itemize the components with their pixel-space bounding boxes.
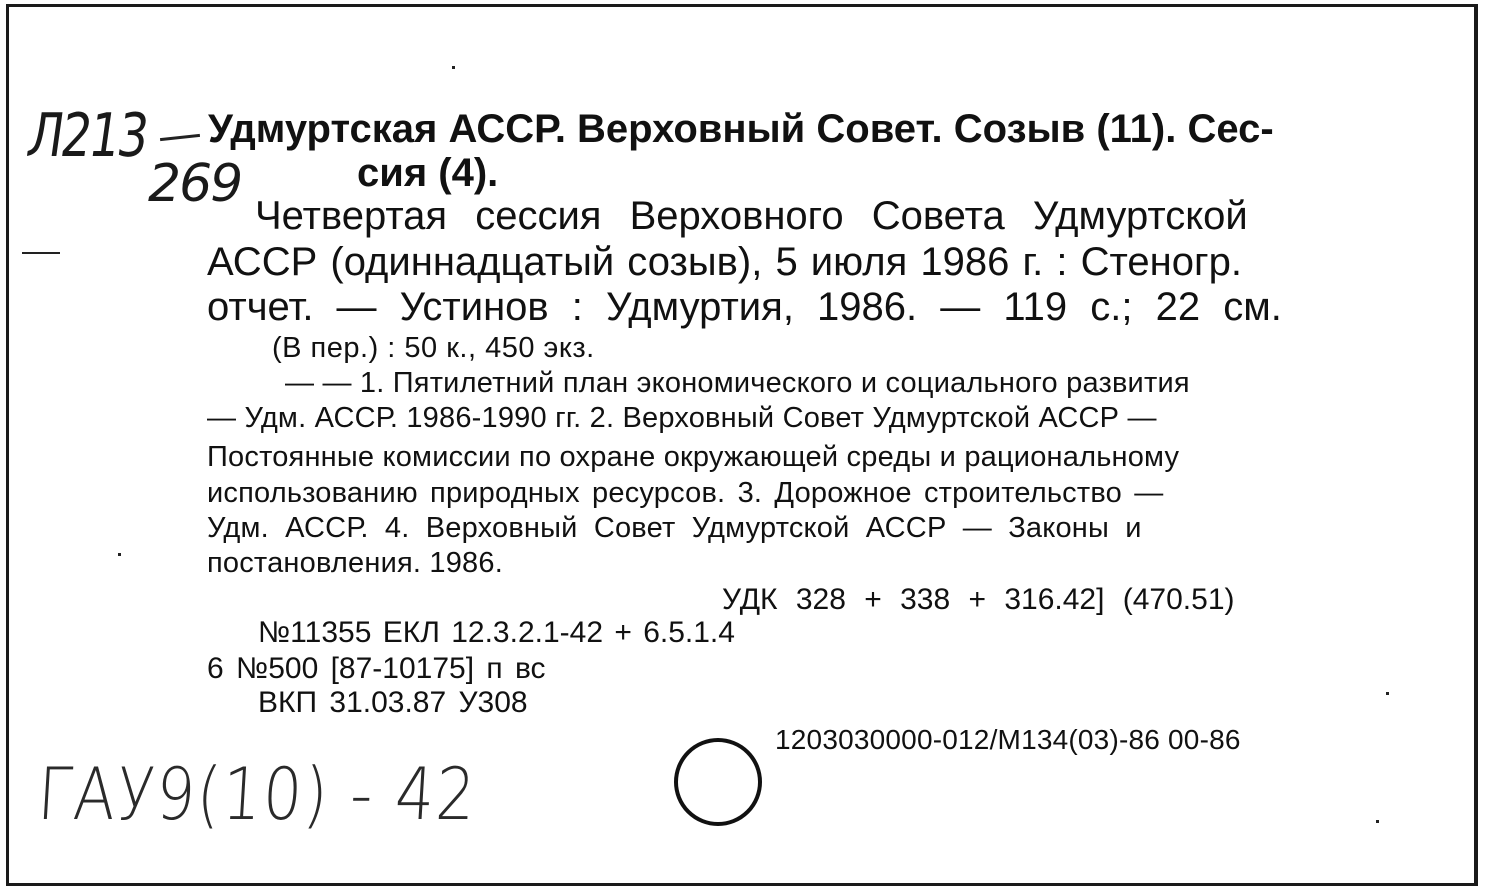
scan-speck (1386, 692, 1389, 695)
subjects-line-4: использованию природных ресурсов. 3. Дорожное строительство — (207, 477, 1164, 509)
heading-line-2: сия (4). (357, 151, 499, 195)
order-number: 6 №500 [87-10175] п вс (207, 652, 546, 685)
subjects-line-5: Удм. АССР. 4. Верховный Совет Удмуртской АССР — Законы и (207, 512, 1142, 544)
subjects-line-1: — — 1. Пятилетний план экономического и социального развития (285, 367, 1190, 399)
subjects-line-3: Постоянные комиссии по охране окружающей среды и рациональному (207, 441, 1180, 473)
title-line-2: АССР (одиннадцатый созыв), 5 июля 1986 г. : Стеногр. (207, 240, 1242, 284)
title-line-3: отчет. — Устинов : Удмуртия, 1986. — 119 с.; 22 см. (207, 285, 1282, 329)
subjects-line-6: постановления. 1986. (207, 547, 503, 579)
heading-line-1: Удмуртская АССР. Верховный Совет. Созыв (11). Сес- (208, 107, 1274, 151)
scan-speck (1376, 820, 1379, 823)
call-number-bottom: 269 (148, 154, 242, 214)
archive-mark: ГАУ9(10) - 42 (35, 752, 480, 836)
price-line: (В пер.) : 50 к., 450 экз. (272, 332, 595, 364)
scan-speck (452, 66, 455, 69)
subjects-line-2: — Удм. АССР. 1986-1990 гг. 2. Верховный Совет Удмуртской АССР — (207, 402, 1157, 434)
vkp-code: ВКП 31.03.87 У308 (258, 686, 528, 719)
scan-speck (118, 553, 121, 556)
call-number-top: Л213 (22, 101, 151, 171)
copyright-circle-icon (668, 728, 772, 832)
title-line-1: Четвертая сессия Верховного Совета Удмуртской (255, 194, 1248, 238)
ekl-code: №11355 ЕКЛ 12.3.2.1-42 + 6.5.1.4 (258, 616, 735, 649)
catalog-code: 1203030000-012/М134(03)-86 00-86 (775, 724, 1241, 755)
margin-dash (22, 252, 60, 254)
udk-code: УДК 328 + 338 + 316.42] (470.51) (722, 583, 1235, 616)
